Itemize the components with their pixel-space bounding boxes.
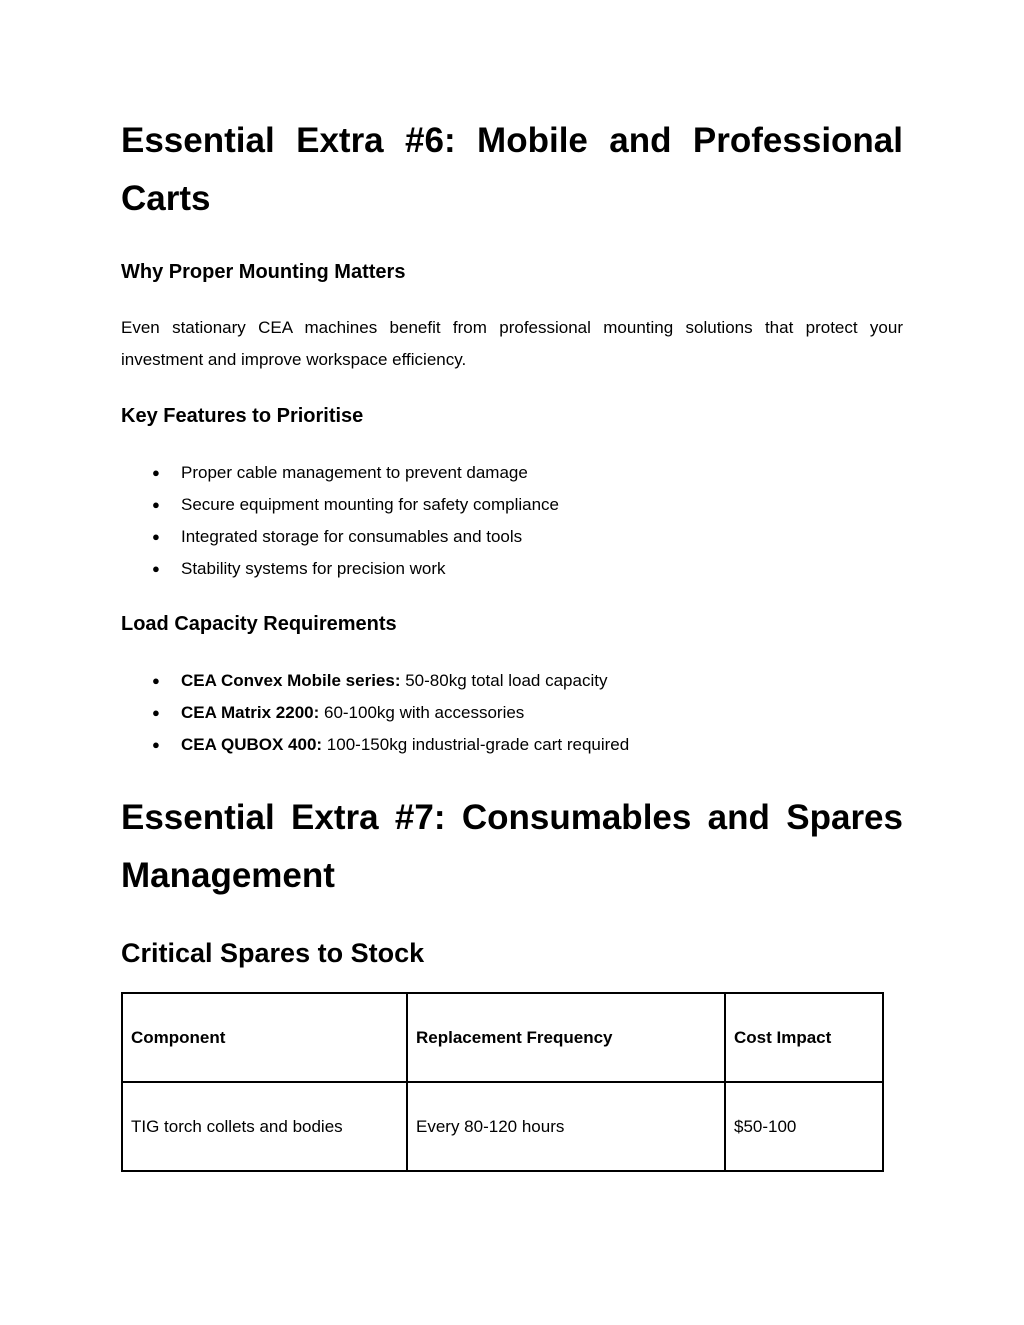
model-name: CEA Convex Mobile series: [181, 671, 401, 690]
load-capacity-list [121, 665, 629, 761]
bullet-icon: ● [152, 561, 160, 576]
spares-table [121, 992, 884, 1172]
feature-text: Integrated storage for consumables and tools [181, 527, 523, 546]
section-6-title: Essential Extra #6: Mobile and Professional Carts [121, 121, 903, 218]
list-item [121, 489, 559, 521]
table-header-row [122, 993, 883, 1082]
bullet-icon: ● [152, 737, 160, 752]
load-detail: 100-150kg industrial-grade cart required [322, 735, 630, 754]
key-features-heading: Key Features to Prioritise [121, 405, 364, 427]
model-name: CEA Matrix 2200: [181, 703, 320, 722]
load-detail: 50-80kg total load capacity [400, 671, 608, 690]
table-cell: $50-100 [725, 1082, 883, 1171]
table-cell: Every 80-120 hours [407, 1082, 725, 1171]
list-item [121, 553, 559, 585]
key-features-list [121, 457, 559, 585]
column-header: Component [122, 993, 407, 1082]
feature-text: Proper cable management to prevent damage [181, 463, 528, 482]
list-item [121, 521, 559, 553]
bullet-icon: ● [152, 465, 160, 480]
model-name: CEA QUBOX 400: [181, 735, 323, 754]
bullet-icon: ● [152, 673, 160, 688]
why-mounting-heading: Why Proper Mounting Matters [121, 261, 406, 283]
list-item [121, 665, 629, 697]
column-header: Replacement Frequency [407, 993, 725, 1082]
list-item [121, 729, 629, 761]
feature-text: Stability systems for precision work [181, 559, 446, 578]
table-cell: TIG torch collets and bodies [122, 1082, 407, 1171]
feature-text: Secure equipment mounting for safety compliance [181, 495, 559, 514]
table-row [122, 1082, 883, 1171]
critical-spares-heading: Critical Spares to Stock [121, 938, 425, 968]
bullet-icon: ● [152, 529, 160, 544]
column-header: Cost Impact [725, 993, 883, 1082]
list-item [121, 697, 629, 729]
why-mounting-paragraph: Even stationary CEA machines benefit from professional mounting solutions that protect your investment and improve workspace efficiency. [121, 318, 903, 369]
bullet-icon: ● [152, 497, 160, 512]
load-capacity-heading: Load Capacity Requirements [121, 613, 397, 635]
load-detail: 60-100kg with accessories [319, 703, 525, 722]
bullet-icon: ● [152, 705, 160, 720]
section-7-title: Essential Extra #7: Consumables and Spares Management [121, 798, 903, 895]
list-item [121, 457, 559, 489]
